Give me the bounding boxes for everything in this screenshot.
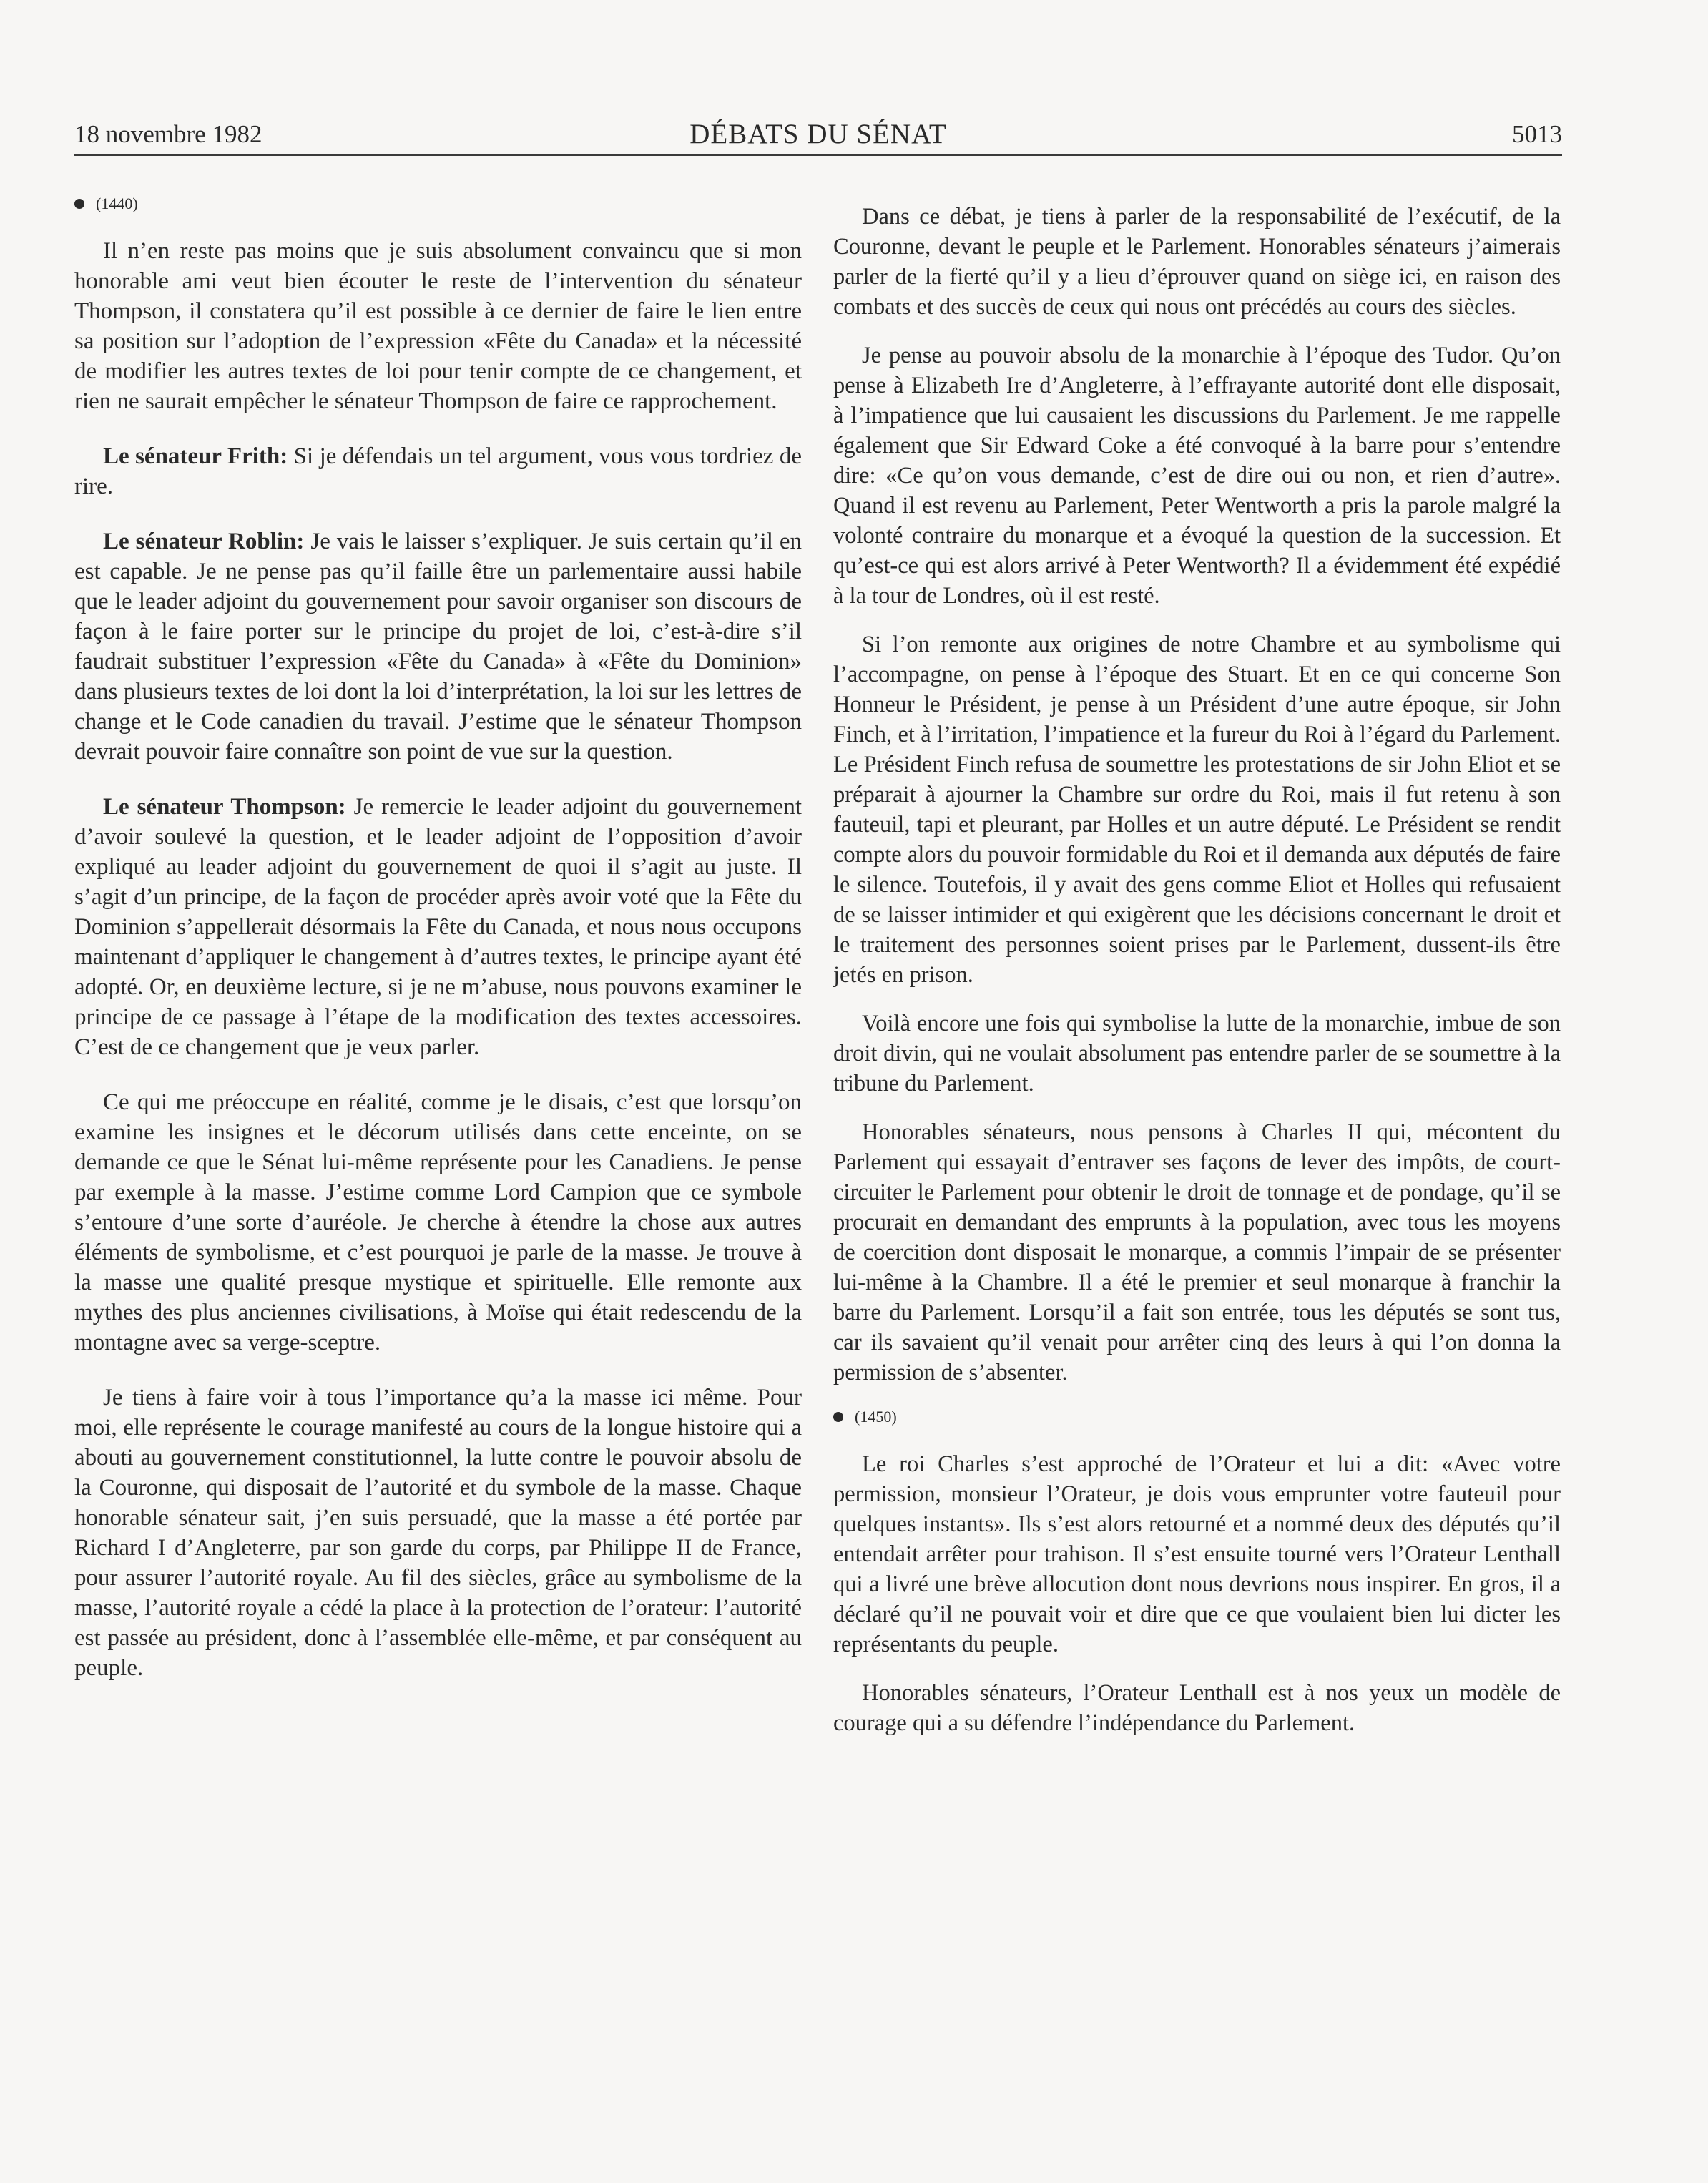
time-marker-label: (1440): [96, 195, 138, 212]
time-marker-label: (1450): [855, 1408, 897, 1426]
bullet-icon: [74, 199, 84, 209]
speech-text: Si je défendais un tel argument, vous vous tordriez de rire.: [74, 443, 802, 499]
paragraph: Honorables sénateurs, nous pensons à Charles II qui, mécontent du Parlement qui essayait d’entraver ses façons de lever des impôts, de court-circuiter le Parlement pour obtenir le droit de tonnage et de pondage, qu’il se procurait en demandant des emprunts à la population, avec tous les moyens de coercition dont disposait le monarque, a commis l’impair de se présenter lui-même à la Chambre. Il a été le premier et seul monarque à franchir la barre du Parlement. Lorsqu’il a fait son entrée, tous les députés se sont tus, car ils savaient qu’il venait pour arrêter cinq des leurs à qui l’on donna la permission de s’absenter.: [833, 1119, 1561, 1385]
paragraph: [74, 526, 802, 767]
speaker-name: Le sénateur Frith:: [103, 443, 288, 469]
page-header: [74, 114, 1562, 156]
time-marker: [74, 193, 802, 215]
right-column: [833, 202, 1561, 1757]
paragraph: Voilà encore une fois qui symbolise la lutte de la monarchie, imbue de son droit divin, qui ne voulait absolument pas entendre parler de se soumettre à la tribune du Parlement.: [833, 1011, 1561, 1097]
paragraph: Si l’on remonte aux origines de notre Chambre et au symbolisme qui l’accompagne, on pense à l’époque des Stuart. Et en ce qui concerne Son Honneur le Président, je pense à un Président d’une autre époque, sir John Finch, et à l’irritation, l’impatience et la fureur du Roi à l’égard du Parlement. Le Président Finch refusa de soumettre les protestations de sir John Eliot et se préparait à ajourner la Chambre sur ordre du Roi, mais il fut retenu à son fauteuil, tapi et pleurant, par Holles et un autre député. Le Président se rendit compte alors du pouvoir formidable du Roi et il demanda aux députés de faire le silence. Toutefois, il y avait des gens comme Eliot et Holles qui refusaient de se laisser intimider et qui exigèrent que les décisions concernant le droit et le traitement des personnes soient prises par le Parlement, dussent-ils être jetés en prison.: [833, 632, 1561, 988]
page-number: 5013: [1512, 120, 1562, 148]
header-date: 18 novembre 1982: [74, 120, 262, 148]
paragraph: Je tiens à faire voir à tous l’importance qu’a la masse ici même. Pour moi, elle représente le courage manifesté au cours de la longue histoire qui a abouti au gouvernement constitutionnel, la lutte contre le pouvoir absolu de la Couronne, qui disposait de l’autorité et du symbole de la masse. Chaque honorable sénateur sait, j’en suis persuadé, que la masse a été portée par Richard I d’Angleterre, par son garde du corps, par Philippe II de France, pour assurer l’autorité royale. Au fil des siècles, grâce au symbolisme de la masse, l’autorité royale a cédé la place à la protection de l’orateur: l’autorité est passée au président, donc à l’assemblée elle-même, et par conséquent au peuple.: [74, 1385, 802, 1681]
paragraph: [74, 441, 802, 501]
paragraph: [74, 792, 802, 1062]
paragraph: Honorables sénateurs, l’Orateur Lenthall est à nos yeux un modèle de courage qui a su défendre l’indépendance du Parlement.: [833, 1680, 1561, 1736]
paragraph: Le roi Charles s’est approché de l’Orateur et lui a dit: «Avec votre permission, monsieur l’Orateur, je dois vous emprunter votre fauteuil pour quelques instants». Ils s’est alors retourné et a nommé deux des députés qu’il entendait arrêter pour trahison. Il s’est ensuite tourné vers l’Orateur Lenthall qui a livré une brève allocution dont nous devrions nous inspirer. En gros, il a déclaré qu’il ne pouvait voir et dire que ce que voulaient bien lui dicter les représentants du peuple.: [833, 1451, 1561, 1657]
speech-text: Je remercie le leader adjoint du gouvernement d’avoir soulevé la question, et le leader adjoint de l’opposition d’avoir expliqué au leader adjoint du gouvernement de quoi il s’agit au juste. Il s’agit d’un principe, de la façon de procéder après avoir voté que la Fête du Dominion s’appellerait désormais la Fête du Canada, et nous nous occupons maintenant d’appliquer le changement à d’autres textes, le principe ayant été adopté. Or, en deuxième lecture, si je ne m’abuse, nous pouvons examiner le principe de ce passage à l’étape de la modification des textes accessoires. C’est de ce changement que je veux parler.: [74, 794, 802, 1060]
paragraph: Ce qui me préoccupe en réalité, comme je le disais, c’est que lorsqu’on examine les insignes et le décorum utilisés dans cette enceinte, on se demande ce que le Sénat lui-même représente pour les Canadiens. Je pense par exemple à la masse. J’estime comme Lord Campion que ce symbole s’entoure d’une sorte d’auréole. Je cherche à étendre la chose aux autres éléments de symbolisme, et c’est pourquoi je parle de la masse. Je trouve à la masse une qualité presque mystique et spirituelle. Elle remonte aux mythes des plus anciennes civilisations, à Moïse qui était redescendu de la montagne avec sa verge-sceptre.: [74, 1089, 802, 1355]
left-column: [74, 193, 802, 1708]
paragraph: Il n’en reste pas moins que je suis absolument convaincu que si mon honorable ami veut bien écouter le reste de l’intervention du sénateur Thompson, il constatera qu’il est possible à ce dernier de faire le lien entre sa position sur l’adoption de l’expression «Fête du Canada» et la nécessité de modifier les autres textes de loi pour tenir compte de ce changement, et rien ne saurait empêcher le sénateur Thompson de faire ce rapprochement.: [74, 238, 802, 414]
bullet-icon: [833, 1412, 843, 1422]
paragraph: Dans ce débat, je tiens à parler de la responsabilité de l’exécutif, de la Couronne, devant le peuple et le Parlement. Honorables sénateurs j’aimerais parler de la fierté qu’il y a lieu d’éprouver quand on siège ici, en raison des combats et des succès de ceux qui nous ont précédés au cours des siècles.: [833, 204, 1561, 320]
header-title: DÉBATS DU SÉNAT: [689, 119, 947, 149]
time-marker: [833, 1406, 1561, 1428]
paragraph: Je pense au pouvoir absolu de la monarchie à l’époque des Tudor. Qu’on pense à Elizabeth Ire d’Angleterre, à l’effrayante autorité dont elle disposait, à l’impatience que lui causaient les discussions du Parlement. Je me rappelle également que Sir Edward Coke a été convoqué à la barre pour s’entendre dire: «Ce qu’on vous demande, c’est de dire oui ou non, et rien d’autre». Quand il est revenu au Parlement, Peter Wentworth a pris la parole malgré la volonté contraire du monarque et a évoqué la question de la succession. Et qu’est-ce qui est alors arrivé à Peter Wentworth? Il a évidemment été expédié à la tour de Londres, où il est resté.: [833, 343, 1561, 609]
speaker-name: Le sénateur Thompson:: [103, 794, 346, 820]
speaker-name: Le sénateur Roblin:: [103, 529, 305, 554]
speech-text: Je vais le laisser s’expliquer. Je suis certain qu’il en est capable. Je ne pense pas qu’il faille être un parlementaire aussi habile que le leader adjoint du gouvernement pour savoir organiser son discours de façon à le faire porter sur le principe du projet de loi, c’est-à-dire s’il faudrait substituer l’expression «Fête du Canada» à «Fête du Dominion» dans plusieurs textes de loi dont la loi d’interprétation, la loi sur les lettres de change et le Code canadien du travail. J’estime que le sénateur Thompson devrait pouvoir faire connaître son point de vue sur la question.: [74, 529, 803, 765]
